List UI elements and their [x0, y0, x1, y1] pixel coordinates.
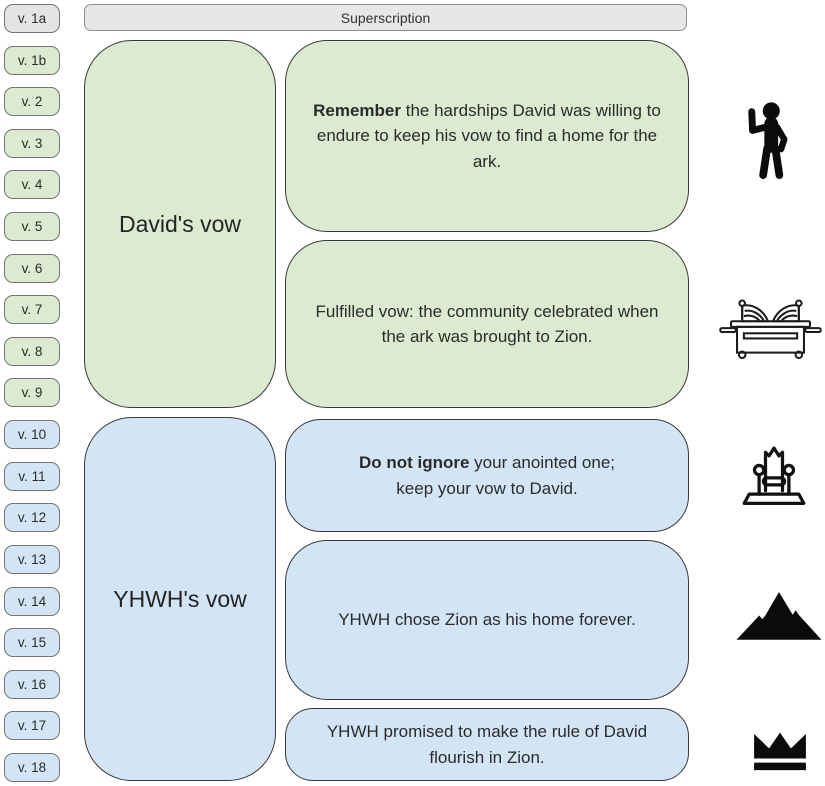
verse-chip-3: v. 3: [4, 129, 60, 158]
crown-icon: [750, 726, 810, 772]
verse-chip-4: v. 4: [4, 170, 60, 199]
verse-chip-7: v. 7: [4, 295, 60, 324]
note-text: Fulfilled vow: the community celebrated when the ark was brought to Zion.: [315, 301, 659, 346]
verse-chip-8: v. 8: [4, 337, 60, 366]
note-bold-text: Do not ignore: [358, 453, 470, 472]
verse-chip-14: v. 14: [4, 587, 60, 616]
section-title: David's vow: [119, 210, 241, 237]
verse-chip-15: v. 15: [4, 628, 60, 657]
note-chose-zion: [285, 540, 689, 700]
verse-chip-11: v. 11: [4, 462, 60, 491]
verse-chip-1a: v. 1a: [4, 4, 60, 33]
verse-chip-5: v. 5: [4, 212, 60, 241]
superscription-bar: [84, 4, 687, 31]
note-fulfilled-vow: [285, 240, 689, 408]
note-remember-hardships: [285, 40, 689, 232]
verse-chip-16: v. 16: [4, 670, 60, 699]
verse-chip-2: v. 2: [4, 87, 60, 116]
verse-chip-12: v. 12: [4, 503, 60, 532]
section-davids-vow: [84, 40, 276, 408]
section-title: YHWH's vow: [113, 585, 247, 612]
note-do-not-ignore: [285, 419, 689, 532]
note-text: YHWH promised to make the rule of David flourish in Zion.: [326, 722, 648, 767]
mountains-icon: [735, 583, 823, 645]
note-text: your anointed one; keep your vow to David.: [396, 453, 616, 498]
section-yhwhs-vow: [84, 417, 276, 781]
note-bold-text: Remember: [313, 100, 401, 120]
ark-of-covenant-icon: [719, 298, 822, 360]
person-oath-icon: [742, 95, 794, 187]
verse-chip-17: v. 17: [4, 711, 60, 740]
verse-chip-1b: v. 1b: [4, 46, 60, 75]
verse-chip-13: v. 13: [4, 545, 60, 574]
verse-chip-10: v. 10: [4, 420, 60, 449]
verse-chip-18: v. 18: [4, 753, 60, 782]
throne-icon: [740, 440, 808, 510]
note-rule-flourish: [285, 708, 689, 781]
note-text: the hardships David was willing to endure to keep his vow to find a home for the ark.: [316, 100, 661, 171]
verse-chip-9: v. 9: [4, 378, 60, 407]
verse-rail: [4, 0, 60, 786]
superscription-label: Superscription: [340, 9, 431, 26]
note-text: YHWH chose Zion as his home forever.: [338, 610, 636, 630]
verse-chip-6: v. 6: [4, 254, 60, 283]
